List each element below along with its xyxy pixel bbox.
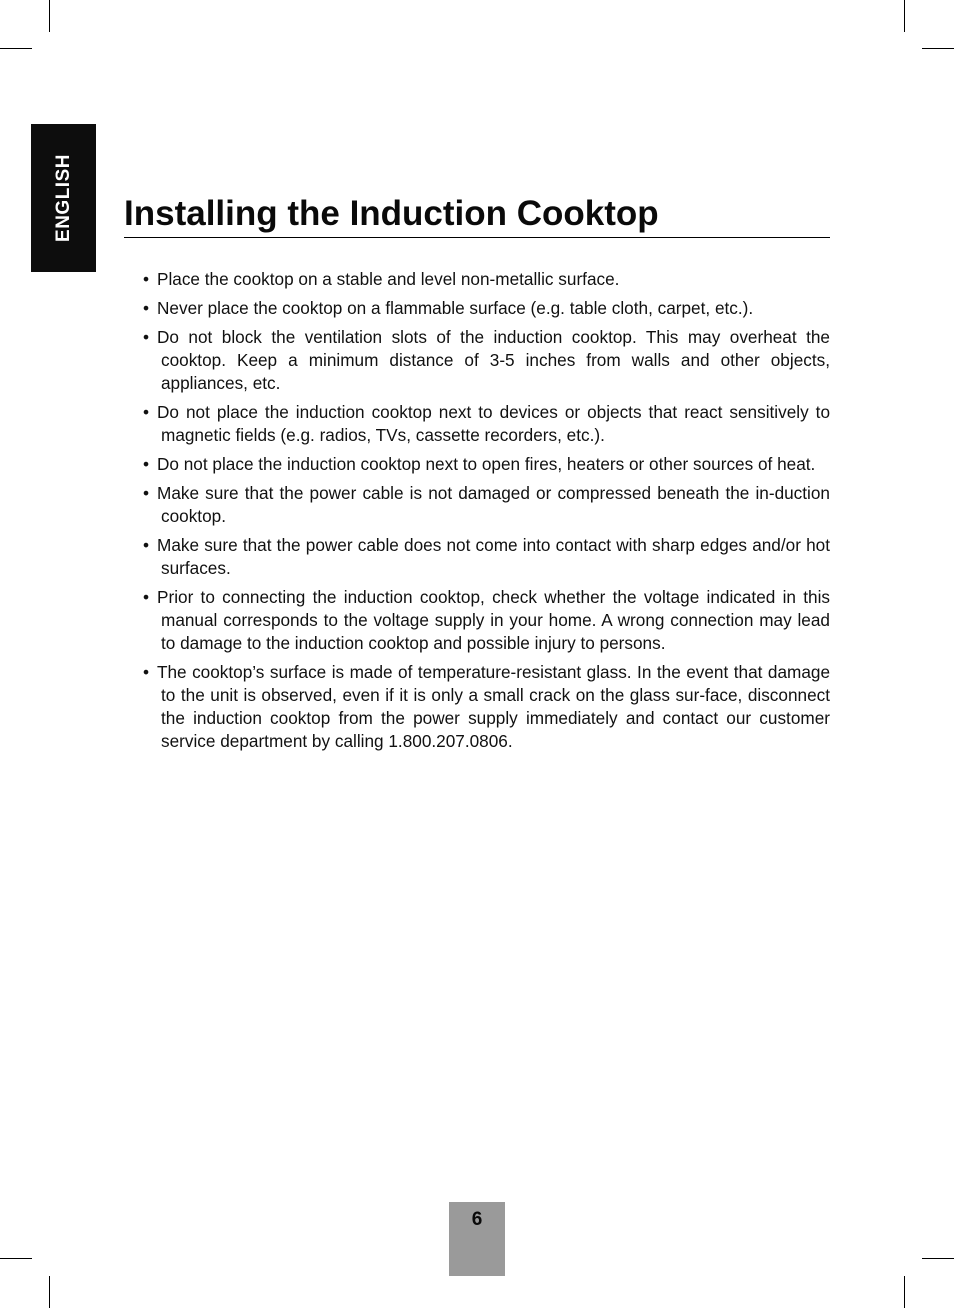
list-item xyxy=(143,482,830,528)
crop-mark xyxy=(0,1258,32,1259)
bullet-icon: • xyxy=(143,269,150,289)
list-item xyxy=(143,297,830,320)
bullet-icon: • xyxy=(143,454,150,474)
list-item-text: Never place the cooktop on a flammable surface (e.g. table cloth, carpet, etc.). xyxy=(157,298,754,318)
list-item xyxy=(143,534,830,580)
bullet-icon: • xyxy=(143,535,150,555)
list-item-text: The cooktop’s surface is made of temperature-resistant glass. In the event that damage to the unit is observed, even if it is only a small crack on the glass sur-face, disconnect the induction cooktop from the power supply immediately and contact our customer service department by calling 1.800.207.0806. xyxy=(157,662,830,751)
crop-mark xyxy=(922,1258,954,1259)
bullet-icon: • xyxy=(143,662,150,682)
crop-mark xyxy=(922,48,954,49)
list-item-text: Prior to connecting the induction cooktop, check whether the voltage indicated in this manual corresponds to the voltage supply in your home. A wrong connection may lead to damage to the induction cooktop and possible injury to persons. xyxy=(157,587,830,653)
list-item-text: Make sure that the power cable does not come into contact with sharp edges and/or hot surfaces. xyxy=(157,535,830,578)
list-item-text: Do not block the ventilation slots of the induction cooktop. This may overheat the cooktop. Keep a minimum distance of 3-5 inches from walls and other objects, appliances, etc. xyxy=(157,327,830,393)
language-label: ENGLISH xyxy=(52,154,74,242)
bullet-icon: • xyxy=(143,587,150,607)
bullet-icon: • xyxy=(143,327,150,347)
list-item xyxy=(143,453,830,476)
crop-mark xyxy=(904,0,905,32)
crop-mark xyxy=(49,1276,50,1308)
crop-mark xyxy=(904,1276,905,1308)
list-item xyxy=(143,401,830,447)
bullet-icon: • xyxy=(143,483,150,503)
list-item xyxy=(143,661,830,753)
bullet-icon: • xyxy=(143,402,150,422)
list-item-text: Do not place the induction cooktop next to open fires, heaters or other sources of heat. xyxy=(157,454,816,474)
page-number-tab xyxy=(449,1202,505,1276)
crop-mark xyxy=(0,48,32,49)
language-tab xyxy=(31,124,96,272)
list-item xyxy=(143,586,830,655)
list-item-text: Make sure that the power cable is not damaged or compressed beneath the in-duction cooktop. xyxy=(157,483,830,526)
crop-mark xyxy=(49,0,50,32)
list-item-text: Place the cooktop on a stable and level non-metallic surface. xyxy=(157,269,620,289)
bullet-icon: • xyxy=(143,298,150,318)
list-item xyxy=(143,268,830,291)
instruction-list xyxy=(143,268,830,759)
page-title: Installing the Induction Cooktop xyxy=(124,192,830,238)
list-item xyxy=(143,326,830,395)
list-item-text: Do not place the induction cooktop next to devices or objects that react sensitively to magnetic fields (e.g. radios, TVs, cassette recorders, etc.). xyxy=(157,402,830,445)
page-number: 6 xyxy=(471,1209,483,1230)
